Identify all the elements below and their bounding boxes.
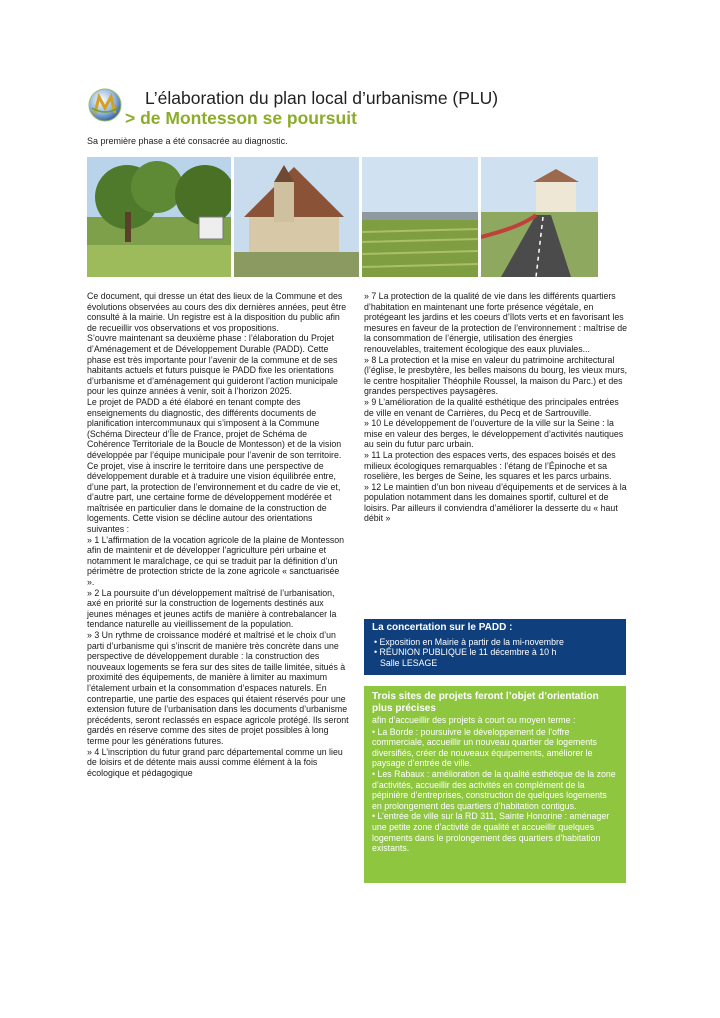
- orientation-item: » 12 Le maintien d’un bon niveau d’équipements et de services à la population notamment dans les domaines sportif, culturel et de loisirs. Par ailleurs il conviendra d’améliorer la desserte du « haut débit »: [364, 481, 627, 524]
- intro-text: Sa première phase a été consacrée au diagnostic.: [87, 136, 288, 146]
- orientation-item: » 10 Le développement de l’ouverture de la ville sur la Seine : la mise en valeur des berges, le développement d’activités nautiques au sein du futur parc urbain.: [364, 418, 624, 450]
- page-title: L’élaboration du plan local d’urbanisme (PLU): [145, 88, 499, 108]
- concertation-item: Salle LESAGE: [380, 657, 438, 668]
- orientation-item: » 4 L’inscription du futur grand parc départemental comme un lieu de loisirs et de détente mais aussi comme élément à la fois écologique et pédagogique: [87, 746, 343, 778]
- page-subtitle: > de Montesson se poursuit: [125, 108, 357, 128]
- paragraph: Le projet de PADD a été élaboré en tenant compte des enseignements du diagnostic, des différents documents de planification intercommunaux qui s’imposent à la Commune (Schéma Directeur d’Île de France, projet de Schéma de Cohérence Territoriale de la Boucle de Montesson) et de la vision développée par l’équipe municipale pour l’avenir de son territoire. Ce projet, vise à inscrire le territoire dans une perspective de développement durable et à traduire une vision équilibrée entre, d’une part, la protection de l’environnement et du cadre de vie et, d’autre part, une certaine forme de développement modérée et maîtrisée en particulier dans le domaine de la construction de logements. Cette vision se décline autour des orientations suivantes :: [87, 396, 342, 535]
- orientation-item: » 8 La protection et la mise en valeur du patrimoine architectural (l’église, le presbytère, les belles maisons du bourg, les vieux murs, le centre hospitalier Théophile Roussel, la maison du Parc.) et des grandes perspectives paysagères.: [364, 354, 628, 397]
- concertation-title: La concertation sur le PADD :: [372, 622, 513, 633]
- orientation-item: » 9 L’amélioration de la qualité esthétique des principales entrées de ville en venant de Carrières, du Pecq et de Sartrouville.: [364, 396, 619, 418]
- orientation-item: » 3 Un rythme de croissance modéré et maîtrisé et le choix d’un parti d’urbanisme qui s’inscrit de manière très concrète dans une perspective de développement durable : la construction des nouveaux logements se fera sur des sites de taille limitée, situés à proximité des équipements, de manière à limiter au maximum l’étalement urbain et la consommation d’espaces naturels. En contrepartie, une partie des espaces qui étaient réservés pour une extension future de l’urbanisation dans les documents d’urbanisme précédents, seront reclassés en espace agricole protégé. Ils seront gardés en réserve comme des sites de projet possibles à long terme pour les générations futures.: [87, 630, 349, 746]
- paragraph: S’ouvre maintenant sa deuxième phase : l’élaboration du Projet d’Aménagement et de Développement Durable (PADD). Cette phase est très importante pour l’avenir de la commune et de ses habitants actuels et futurs puisque le PADD fixe les orientations d’urbanisme et d’aménagement qui guideront l’action municipale pour les quinze années à venir, soit à l’horizon 2025.: [87, 333, 338, 397]
- orientation-item: » 2 La poursuite d’un développement maîtrisé de l’urbanisation, axé en priorité sur la construction de logements destinés aux jeunes ménages et jeunes actifs de manière à contrebalancer la tendance naturelle au vieillissement de la population.: [87, 587, 337, 630]
- concertation-item: • RÉUNION PUBLIQUE le 11 décembre à 10 h: [374, 647, 557, 658]
- road-house-photo: [481, 157, 598, 277]
- park-trees-photo: [87, 157, 231, 277]
- site-item: • La Borde : poursuivre le développement de l’offre commerciale, accueillir un nouveau quartier de logements diversifiés, créer de nouveaux équipements, améliorer le paysage d’entrée de ville.: [372, 726, 597, 769]
- concertation-item: • Exposition en Mairie à partir de la mi-novembre: [374, 636, 564, 647]
- left-column-text: [87, 291, 349, 778]
- church-building-photo: [234, 157, 359, 277]
- sites-subtitle: afin d’accueillir des projets à court ou moyen terme :: [372, 715, 576, 725]
- agricultural-fields-photo: [362, 157, 478, 277]
- concertation-box: [364, 619, 626, 675]
- orientation-item: » 11 La protection des espaces verts, des espaces boisés et des milieux écologiques remarquables : l’étang de l’Épinoche et sa roselière, les berges de Seine, les squares et les parcs urbains.: [364, 449, 616, 482]
- site-item: • Les Rabaux : amélioration de la qualité esthétique de la zone d’activités, accueillir des activités en complément de la pépinière d’entreprises, construction de quelques logements en prolongement des quartiers d’habitation contigus.: [372, 768, 616, 811]
- project-sites-box: [364, 686, 626, 883]
- sites-title: Trois sites de projets feront l’objet d’orientation plus précises: [372, 691, 599, 714]
- right-column-text: [364, 291, 628, 524]
- site-item: • L’entrée de ville sur la RD 311, Sainte Honorine : aménager une petite zone d’activité de qualité et accueillir quelques logements dans le prolongement des quartiers d’habitation existants.: [372, 811, 610, 854]
- orientation-item: » 7 La protection de la qualité de vie dans les différents quartiers d’habitation en maintenant une forte présence végétale, en protégeant les jardins et les coeurs d’îlots verts et en favorisant les mesures en faveur de la protection de l’environnement : maîtrise de la consommation de l’énergie, utilisation des énergies renouvelables, traitement écologique des eaux pluviales...: [364, 291, 628, 354]
- orientation-item: » 1 L’affirmation de la vocation agricole de la plaine de Montesson afin de maintenir et de développer l’agriculture péri urbaine et notamment le maraîchage, ce qui se traduit par la définition d’un périmètre de protection stricte de la zone agricole « sanctuarisée ».: [87, 534, 345, 588]
- paragraph: Ce document, qui dresse un état des lieux de la Commune et des évolutions observées au cours des dix dernières années, peut être consulté à la mairie. Un registre est à la disposition du public afin de recueillir vos observations et vos propositions.: [87, 291, 347, 333]
- montesson-logo: [88, 88, 122, 122]
